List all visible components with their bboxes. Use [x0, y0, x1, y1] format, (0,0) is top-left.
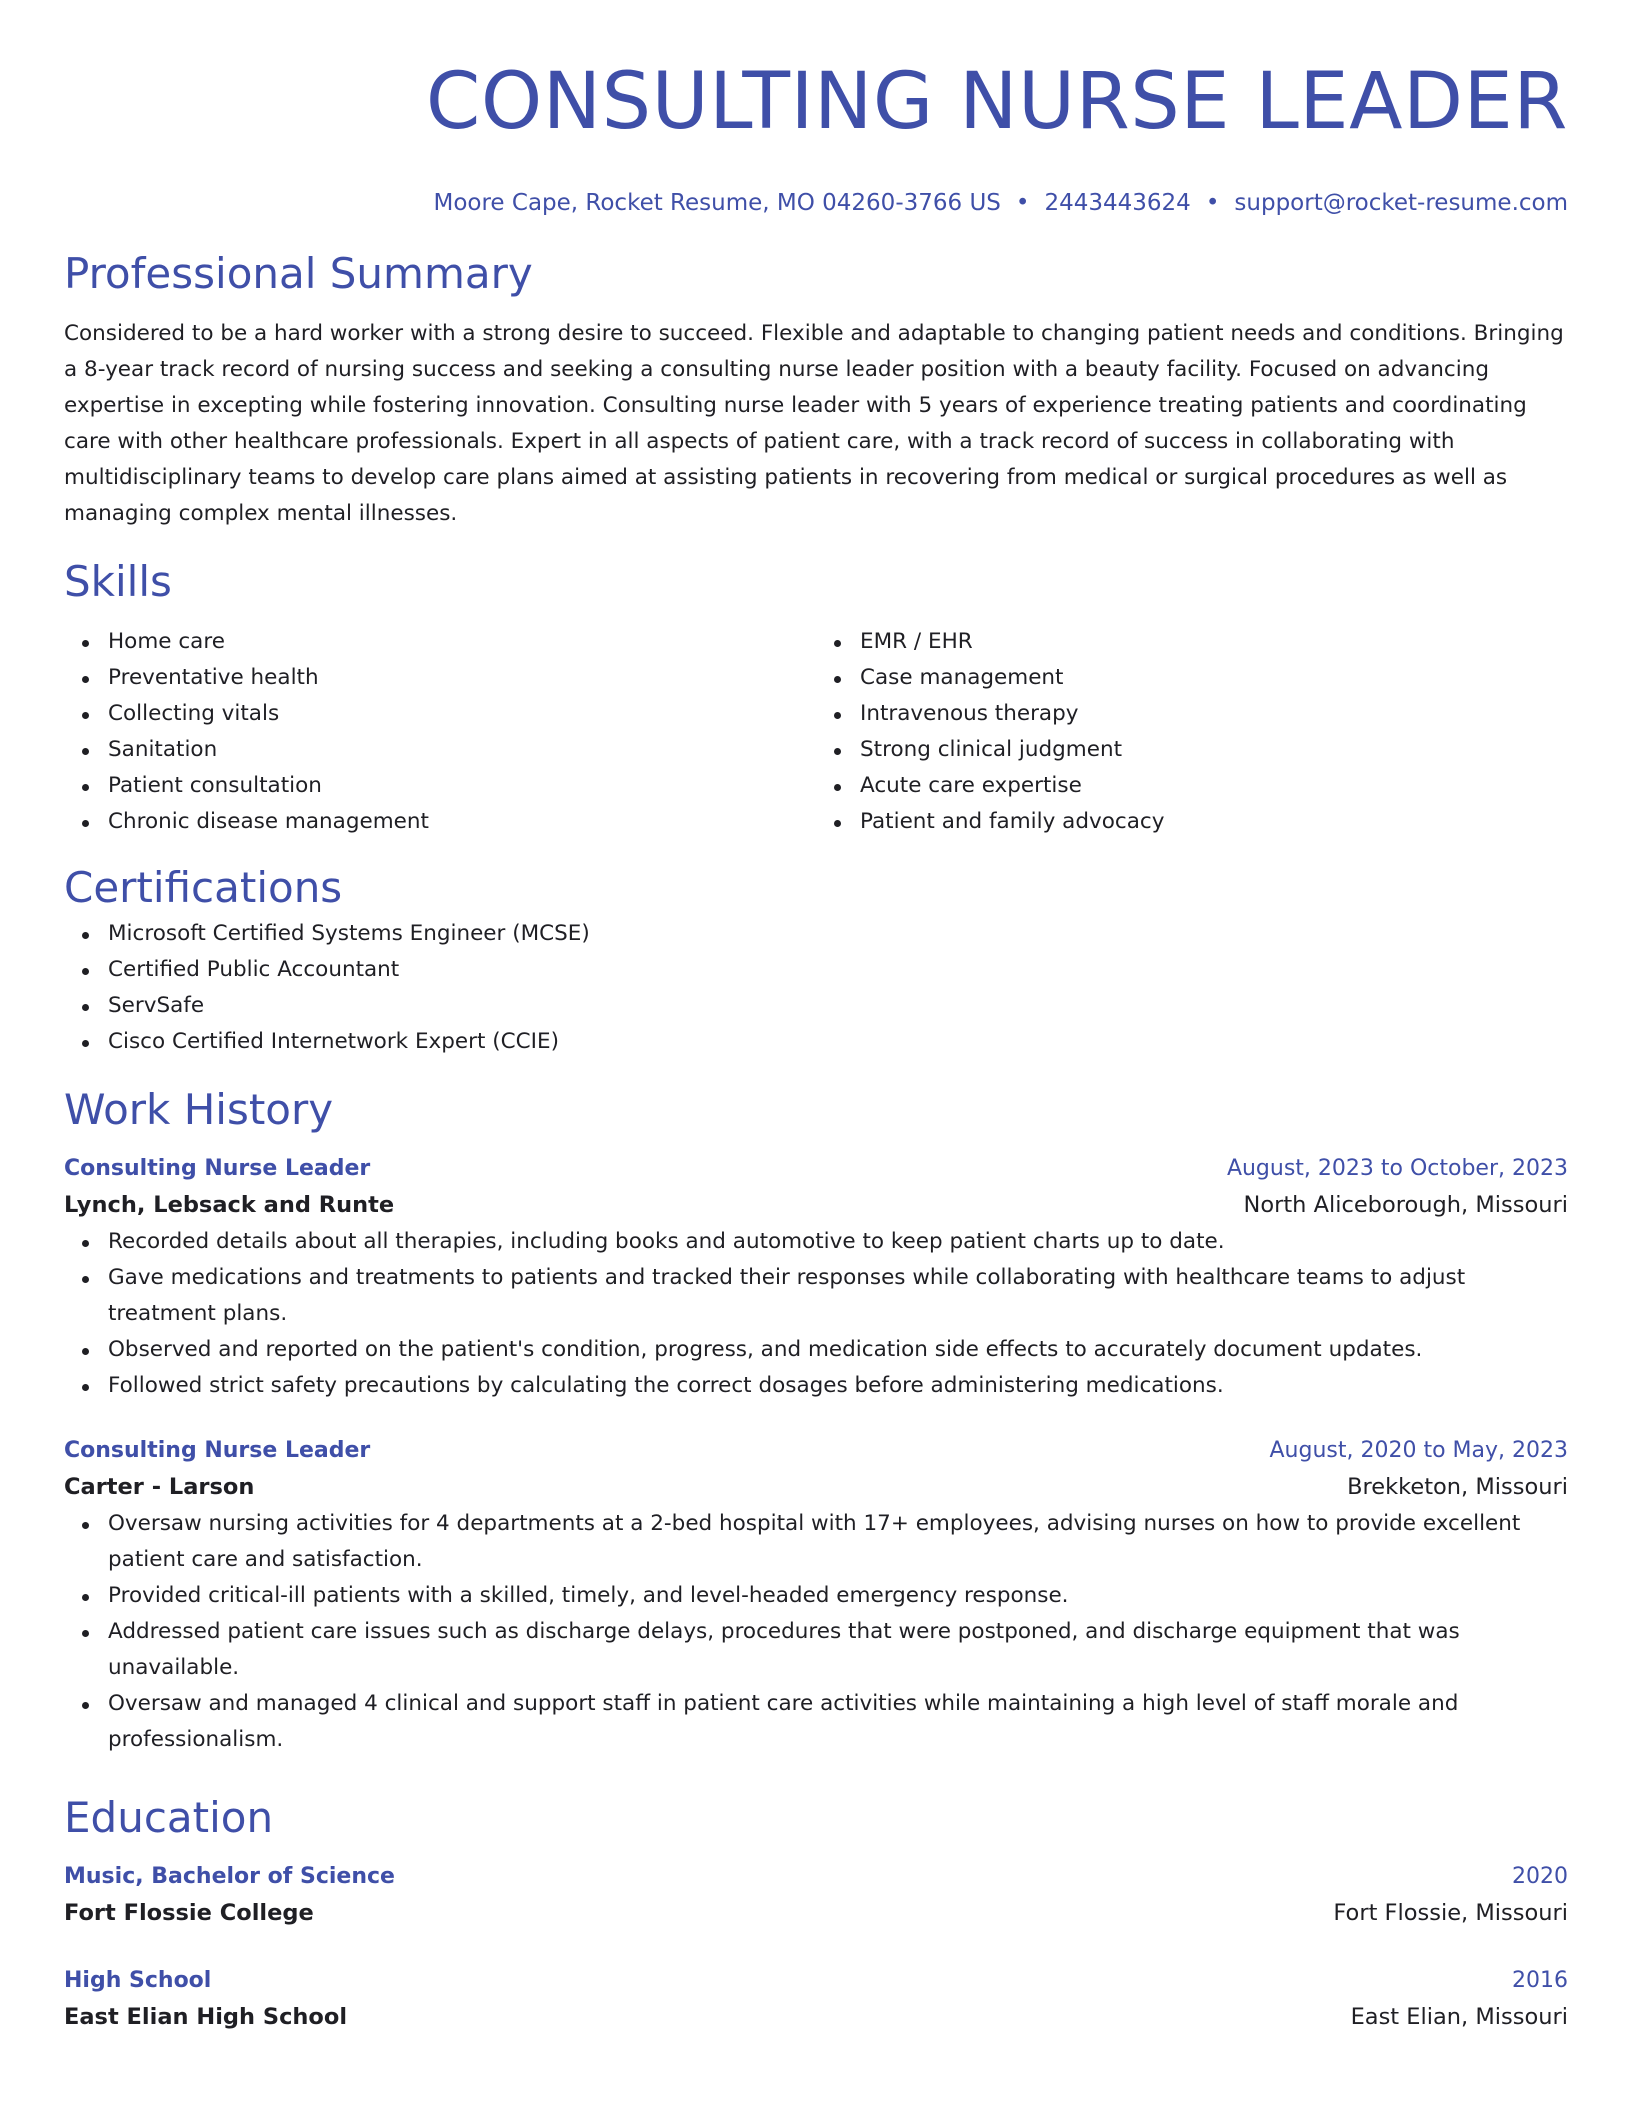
contact-separator: •	[1205, 190, 1220, 216]
skill-item: Patient and family advocacy	[860, 804, 1568, 840]
resume-name: CONSULTING NURSE LEADER	[425, 57, 1568, 147]
education-entry	[64, 1964, 1568, 2036]
skill-item: Case management	[860, 660, 1568, 696]
skill-item: Chronic disease management	[108, 804, 816, 840]
contact-line	[64, 188, 1568, 218]
contact-phone: 2443443624	[1044, 190, 1191, 216]
education-year: 2016	[1512, 1968, 1568, 1993]
job-duty-item: Followed strict safety precautions by calculating the correct dosages before administering medications.	[108, 1368, 1568, 1404]
job-duty-item: Provided critical-ill patients with a skilled, timely, and level-headed emergency response.	[108, 1578, 1568, 1614]
skills-heading: Skills	[64, 557, 172, 606]
skill-item: Home care	[108, 624, 816, 660]
certifications-list	[64, 916, 1568, 1060]
job-dates: August, 2023 to October, 2023	[1226, 1156, 1568, 1181]
job-location: North Aliceborough, Missouri	[1243, 1192, 1568, 1218]
job-title: Consulting Nurse Leader	[64, 1156, 371, 1181]
job-duty-item: Recorded details about all therapies, including books and automotive to keep patient charts up to date.	[108, 1224, 1568, 1260]
education-degree: Music, Bachelor of Science	[64, 1864, 395, 1889]
skills-list	[64, 624, 1568, 840]
education-school: East Elian High School	[64, 2004, 348, 2030]
education-degree: High School	[64, 1968, 212, 1993]
certification-item: ServSafe	[108, 988, 1568, 1024]
contact-address: Moore Cape, Rocket Resume, MO 04260-3766 US	[433, 190, 1001, 216]
education-school: Fort Flossie College	[64, 1900, 314, 1926]
job-company: Carter - Larson	[64, 1474, 255, 1500]
job-entry	[64, 1434, 1568, 1758]
certification-item: Microsoft Certified Systems Engineer (MCSE)	[108, 916, 1568, 952]
education-location: East Elian, Missouri	[1350, 2004, 1568, 2030]
job-duties	[64, 1506, 1568, 1758]
skill-item: Collecting vitals	[108, 696, 816, 732]
job-title: Consulting Nurse Leader	[64, 1438, 371, 1463]
skill-item: Strong clinical judgment	[860, 732, 1568, 768]
job-company: Lynch, Lebsack and Runte	[64, 1192, 395, 1218]
job-duty-item: Oversaw and managed 4 clinical and support staff in patient care activities while maintaining a high level of staff morale and professionalism.	[108, 1686, 1568, 1758]
job-location: Brekketon, Missouri	[1347, 1474, 1568, 1500]
skill-item: Preventative health	[108, 660, 816, 696]
skill-item: Patient consultation	[108, 768, 816, 804]
education-location: Fort Flossie, Missouri	[1333, 1900, 1568, 1926]
skill-item: EMR / EHR	[860, 624, 1568, 660]
work-history-heading: Work History	[64, 1085, 334, 1134]
job-entry	[64, 1152, 1568, 1404]
contact-email: support@rocket-resume.com	[1234, 190, 1568, 216]
summary-heading: Professional Summary	[64, 249, 533, 298]
certifications-heading: Certifications	[64, 863, 343, 912]
job-duty-item: Addressed patient care issues such as discharge delays, procedures that were postponed, and discharge equipment that was unavailable.	[108, 1614, 1568, 1686]
job-dates: August, 2020 to May, 2023	[1269, 1438, 1568, 1463]
skills-column-right	[816, 624, 1568, 840]
job-duty-item: Oversaw nursing activities for 4 departments at a 2-bed hospital with 17+ employees, advising nurses on how to provide excellent patient care and satisfaction.	[108, 1506, 1568, 1578]
job-duty-item: Observed and reported on the patient's condition, progress, and medication side effects to accurately document updates.	[108, 1332, 1568, 1368]
education-entry	[64, 1860, 1568, 1932]
job-duties	[64, 1224, 1568, 1404]
skill-item: Acute care expertise	[860, 768, 1568, 804]
skill-item: Intravenous therapy	[860, 696, 1568, 732]
resume-page	[64, 0, 1568, 2036]
skills-column-left	[64, 624, 816, 840]
skill-item: Sanitation	[108, 732, 816, 768]
job-duty-item: Gave medications and treatments to patients and tracked their responses while collaborating with healthcare teams to adjust treatment plans.	[108, 1260, 1568, 1332]
education-year: 2020	[1512, 1864, 1568, 1889]
education-heading: Education	[64, 1793, 274, 1842]
summary-text: Considered to be a hard worker with a strong desire to succeed. Flexible and adaptable to changing patient needs and conditions. Bringing a 8-year track record of nursing success and seeking a consulting nurse leader position with a beauty facility. Focused on advancing expertise in excepting while fostering innovation. Consulting nurse leader with 5 years of experience treating patients and coordinating care with other healthcare professionals. Expert in all aspects of patient care, with a track record of success in collaborating with multidisciplinary teams to develop care plans aimed at assisting patients in recovering from medical or surgical procedures as well as managing complex mental illnesses.	[64, 321, 1564, 526]
contact-separator: •	[1015, 190, 1030, 216]
certification-item: Certified Public Accountant	[108, 952, 1568, 988]
certification-item: Cisco Certified Internetwork Expert (CCIE)	[108, 1024, 1568, 1060]
